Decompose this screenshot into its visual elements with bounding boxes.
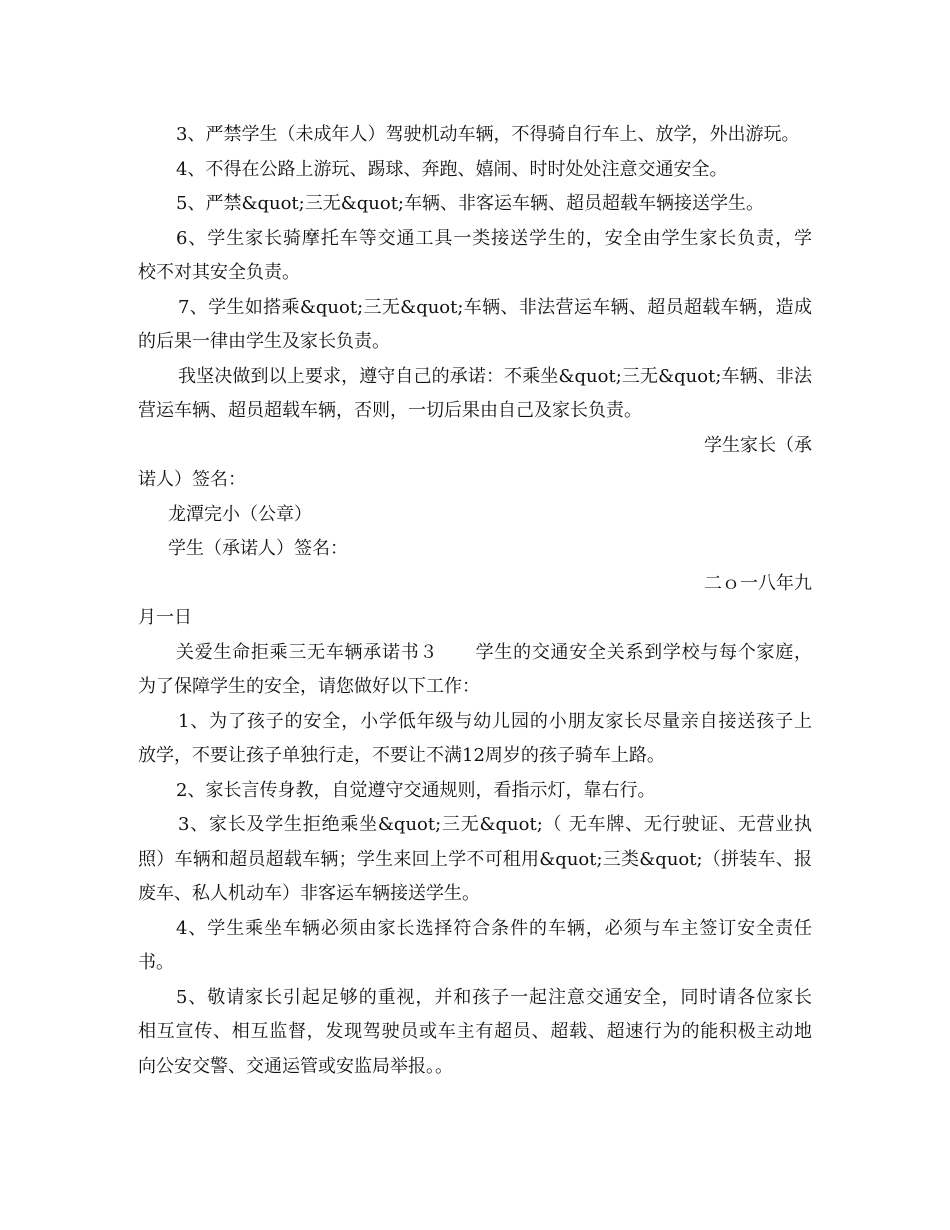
school-seal-label: 龙潭完小（公章） [168,503,312,525]
text-line: 向公安交警、交通运管或安监局举报。。 [138,1055,453,1077]
text-line: 放学，不要让孩子单独行走，不要让不满12周岁的孩子骑车上路。 [138,745,665,766]
text-line: 2、家长言传身教，自觉遵守交通规则，看指示灯，靠右行。 [176,779,656,801]
text-line: 相互宣传、相互监督，发现驾驶员或车主有超员、超载、超速行为的能积极主动地 [138,1021,812,1042]
text-line: 我坚决做到以上要求，遵守自己的承诺：不乘坐&quot;三无&quot;车辆、非法 [178,365,812,387]
date-line: 二ｏ一八年九 [704,572,812,594]
text-line: 诺人）签名： [138,469,246,490]
text-line: 废车、私人机动车）非客运车辆接送学生。 [138,883,480,904]
text-line: 4、学生乘坐车辆必须由家长选择符合条件的车辆，必须与车主签订安全责任 [176,917,812,939]
text-line: 1、为了孩子的安全，小学低年级与幼儿园的小朋友家长尽量亲自接送孩子上 [178,710,812,732]
text-line: 4、不得在公路上游玩、踢球、奔跑、嬉闹、时时处处注意交通安全。 [176,158,728,180]
document-body [138,118,812,1084]
text-line: 5、敬请家长引起足够的重视，并和孩子一起注意交通安全，同时请各位家长 [176,986,812,1008]
signature-label-student: 学生（承诺人）签名： [168,538,348,559]
text-line: 7、学生如搭乘&quot;三无&quot;车辆、非法营运车辆、超员超载车辆，造成 [178,296,812,318]
text-line: 6、学生家长骑摩托车等交通工具一类接送学生的，安全由学生家长负责，学 [176,227,812,249]
text-line: 的后果一律由学生及家长负责。 [138,331,390,352]
text-line: 5、严禁&quot;三无&quot;车辆、非客运车辆、超员超载车辆接送学生。 [176,193,764,214]
section-heading-line: 关爱生命拒乘三无车辆承诺书３ 学生的交通安全关系到学校与每个家庭， [176,641,812,663]
text-line: 照）车辆和超员超载车辆；学生来回上学不可租用&quot;三类&quot;（拼装车、报 [138,848,812,870]
text-line: 3、严禁学生（未成年人）驾驶机动车辆，不得骑自行车上、放学，外出游玩。 [176,124,800,145]
text-line: 校不对其安全负责。 [138,262,300,283]
text-line: 书。 [138,952,174,973]
date-line-continued: 月一日 [138,607,192,628]
text-line: 3、家长及学生拒绝乘坐&quot;三无&quot;（ 无车牌、无行驶证、无营业执 [178,814,812,835]
text-line: 营运车辆、超员超载车辆，否则，一切后果由自己及家长负责。 [138,400,642,421]
signature-label-parent: 学生家长（承 [704,434,812,456]
text-line: 为了保障学生的安全，请您做好以下工作： [138,676,480,697]
